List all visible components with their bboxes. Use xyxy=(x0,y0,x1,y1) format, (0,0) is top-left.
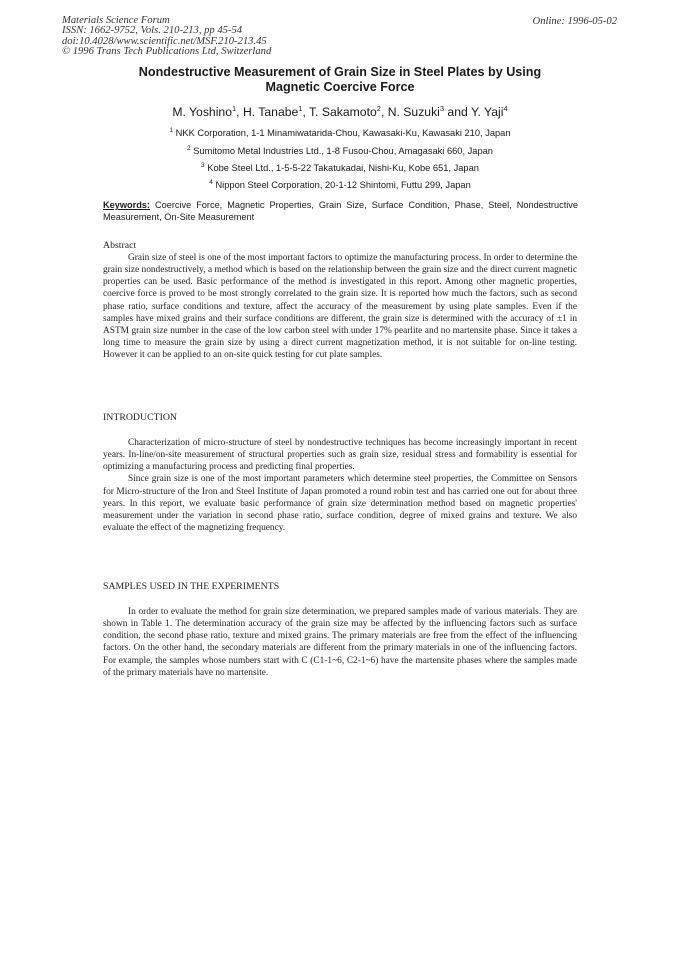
author-affiliation-mark: 3 xyxy=(439,104,445,113)
affiliation xyxy=(90,145,590,156)
keywords-block xyxy=(103,200,578,223)
affiliation-mark: 2 xyxy=(187,145,191,152)
samples-heading: SAMPLES USED IN THE EXPERIMENTS xyxy=(103,581,280,592)
samples-paragraph-1: In order to evaluate the method for grain size determination, we prepared samples made of various materials. They are shown in Table 1. The determination accuracy of the grain size may be affected by the influencing factors such as surface condition, the second phase ratio, texture and mixed grains. The primary materials are free from the effect of the influencing factors. On the other hand, the secondary materials are different from the primary materials in one of the influencing factors. For example, the samples whose numbers start with C (C1-1~6, C2-1~6) have the martensite phases where the samples made of the primary materials have no martensite. xyxy=(103,607,577,678)
samples-body xyxy=(103,606,577,679)
author-separator: and xyxy=(444,105,471,120)
author: N. Suzuki xyxy=(387,105,440,120)
title-line-1: Nondestructive Measurement of Grain Size in Steel Plates by Using xyxy=(138,65,542,79)
abstract-text: Grain size of steel is one of the most important factors to optimize the manufacturing process. In order to determine the grain size nondestructively, a method which is based on the relationship between the grain size and the direct current magnetic properties can be used. Basic performance of the method is investigated in this report. Among other magnetic properties, coercive force is proved to be most strongly correlated to the grain size. It is reported how much the factors, such as second phase ratio, surface conditions and texture, affect the accuracy of the measurement by using plate samples. Even if the samples have mixed grains and their surface conditions are different, the grain size is determined with the accuracy of ±1 in ASTM grain size number in the case of the low carbon steel with under 17% pearlite and no martensite phase. Since it takes a long time to measure the grain size by using a direct current magnetization method, it is not suitable for on-line testing. However it can be applied to an on-site quick testing for cut plate samples. xyxy=(103,253,577,361)
author-separator: , xyxy=(380,105,388,120)
introduction-paragraph-1: Characterization of micro-structure of steel by nondestructive techniques has become increasingly important in recent years. In-line/on-site measurement of structural properties such as grain size, residual stress and formability is essential for optimizing a manufacturing process and predicting final properties. xyxy=(103,438,577,473)
affiliation-mark: 4 xyxy=(209,179,213,186)
affiliation xyxy=(90,162,590,173)
affiliation-mark: 3 xyxy=(201,162,205,169)
affiliation-mark: 1 xyxy=(169,127,174,134)
online-date: Online: 1996-05-02 xyxy=(532,16,617,27)
author-separator: , xyxy=(302,105,310,120)
issn-line: ISSN: 1662-9752, Vols. 210-213, pp 45-54 xyxy=(62,25,243,37)
copyright-line: © 1996 Trans Tech Publications Ltd, Switzerland xyxy=(62,46,272,58)
publication-info xyxy=(62,16,271,58)
paper-title xyxy=(90,65,590,95)
abstract-heading: Abstract xyxy=(103,240,137,251)
author-affiliation-mark: 1 xyxy=(298,104,303,113)
affiliation xyxy=(90,127,590,138)
doi-line: doi:10.4028/www.scientific.net/MSF.210-213.45 xyxy=(62,35,267,47)
author-affiliation-mark: 2 xyxy=(376,104,381,113)
author-separator: , xyxy=(236,105,243,120)
affiliation-text: Kobe Steel Ltd., 1-5-5-22 Takatukadai, Nishi-Ku, Kobe 651, Japan xyxy=(207,163,479,174)
affiliation-text: Sumitomo Metal Industries Ltd., 1-8 Fusou-Chou, Amagasaki 660, Japan xyxy=(193,146,493,157)
author-affiliation-mark: 4 xyxy=(503,104,508,113)
introduction-body xyxy=(103,437,577,534)
title-line-2: Magnetic Coercive Force xyxy=(265,80,415,94)
author-list xyxy=(90,104,590,119)
author: T. Sakamoto xyxy=(309,105,377,120)
introduction-paragraph-2: Since grain size is one of the most important parameters which determine steel properties, the Committee on Sensors for Micro-structure of the Iron and Steel Institute of Japan promoted a round robin test and has carried one out for about three years. In this report, we evaluate basic performance of grain size determination method based on magnetic properties' measurement under the variation in second phase ratio, surface condition, degree of mixed grains and texture. We also evaluate the effect of the magnetizing frequency. xyxy=(103,474,577,534)
keywords-label: Keywords: xyxy=(103,200,150,210)
affiliation-text: Nippon Steel Corporation, 20-1-12 Shintomi, Futtu 299, Japan xyxy=(215,180,471,191)
introduction-heading: INTRODUCTION xyxy=(103,412,178,423)
author-affiliation-mark: 1 xyxy=(231,104,237,113)
journal-name: Materials Science Forum xyxy=(62,15,170,26)
abstract-body xyxy=(103,252,577,361)
keywords-text: Coercive Force, Magnetic Properties, Grain Size, Surface Condition, Phase, Steel, Nondestructive Measurement, On-Site Measurement xyxy=(103,200,578,222)
affiliation xyxy=(90,179,590,190)
author: H. Tanabe xyxy=(242,105,299,120)
author: Y. Yaji xyxy=(470,105,504,120)
author: M. Yoshino xyxy=(172,105,232,120)
affiliation-text: NKK Corporation, 1-1 Minamiwatarida-Chou, Kawasaki-Ku, Kawasaki 210, Japan xyxy=(175,128,511,139)
